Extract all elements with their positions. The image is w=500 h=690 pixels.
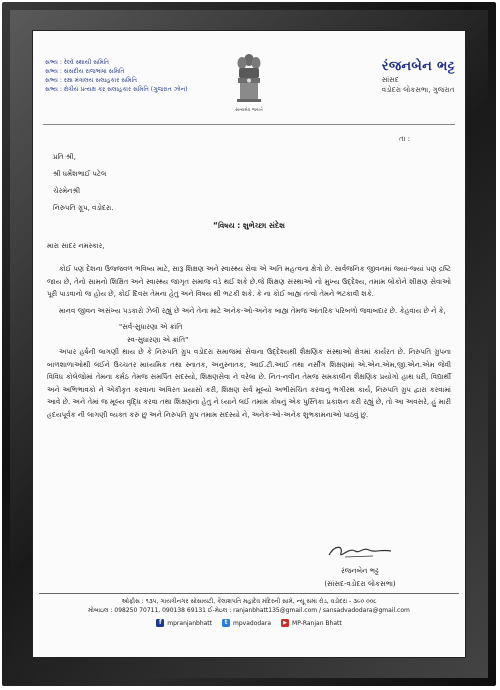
quote-line: સ્વ-સુધારણા એ ક્રાંતિ"	[127, 335, 189, 344]
recipient-address	[53, 149, 113, 217]
social-label: mpvadodara	[233, 619, 272, 627]
signatory-name: રંજનબેન ભટ્ટ	[341, 567, 379, 575]
handwritten-signature	[325, 541, 395, 563]
twitter-icon: t	[222, 619, 230, 627]
paragraph: માનવ જીવન અસંખ્ય પડકારો ઝેલી રહ્યું છે અને તેના માટે અનેક-ઓ-અનેક બાહ્ય તેમજ આંતરિક પરિબળો જવાબદાર છે. કેહવાય છે ને કે,	[59, 306, 446, 315]
emblem-caption: સત્યમેવ જયતે	[235, 108, 263, 113]
role-line: સભ્ય : રક્ષા મંત્રાલય સલાહકાર સમિતિ	[45, 77, 138, 84]
date-label: તા :	[399, 135, 410, 143]
office-address: ઓફીસ : ૧૩૫, ગાયત્રીનગર સોસાયટી, કૈલાશપતિ મહાદેવ મંદિરની સામે, ન્યૂ સમા રોડ, વડોદરા - ૩૯૦ ૦૦૮	[121, 598, 377, 605]
recipient-line: પ્રતિ શ્રી,	[53, 153, 76, 161]
quote-line: "સર્વ-સુધારણા એ ક્રાંતિ	[119, 323, 183, 331]
role-line: સભ્ય : સંસદીય રાજભાષા સમિતિ	[45, 68, 125, 75]
recipient-line: ચેરમેનશ્રી	[53, 187, 81, 195]
signature-block	[285, 541, 435, 589]
recipient-line: નિરુપતિ ગ્રૂપ, વડોદરા.	[53, 204, 114, 212]
social-label: MP-Ranjan Bhatt	[292, 619, 342, 627]
paragraph: કોઈ પણ દેશના ઉજ્જવળ ભવિષ્ય માટે, સારૂ શિક્ષણ અને સ્વાસ્થ્ય સેવા એ અતિ મહત્વના ક્ષેત્રો છે. સાર્વજનિક જીવનમાં જ્યાં-જ્યાં પણ દ્રષ્ટિ જાય છે, તેનો સામનો શિક્ષિત અને સ્વાસ્થ્ય જાગૃત સમાજ વડે થઈ શકે છે.જે શિક્ષણ સંસ્થાઓ નો મુખ્ય ઉદ્દેશ્ય, તમામ લોકોને શીક્ષણ સેવાઓ પૂરી પાડવાનો જ હોય છે, કોઈ દિવસ તેમના હેતુ અને વિષય થી ભટકી શકે. કે ના કોઈ બાહ્ય તત્વો તેમને ભટકાવી શકે.	[47, 265, 451, 298]
facebook-icon: f	[156, 619, 164, 627]
letterhead	[33, 31, 465, 126]
signatory-title: (સાંસદ-વડોદરા લોકસભા)	[324, 580, 396, 588]
social-twitter[interactable]	[222, 619, 271, 627]
mp-constituency: વડોદરા લોકસભા, ગુજરાત	[381, 86, 455, 94]
social-facebook[interactable]	[156, 619, 212, 627]
greeting: મારા સાદર નમસ્કાર,	[47, 242, 105, 250]
mp-name-block	[382, 59, 455, 95]
header-divider	[43, 124, 455, 125]
committee-roles	[45, 58, 188, 94]
footer	[33, 597, 465, 627]
national-emblem-icon	[233, 51, 265, 105]
social-links	[33, 619, 465, 627]
mp-name: રંજનબેન ભટ્ટ	[381, 59, 455, 74]
letter-page	[33, 31, 465, 657]
mp-designation: સાંસદ	[381, 76, 399, 84]
youtube-icon: ▶	[281, 619, 289, 627]
paragraph: અપાર હર્ષની લાગણી થાય છે કે નિરુપતિ ગ્રુપ વડોદરા સમાજમાં સેવાના ઉદ્દેશ્યથી શૈક્ષણિક સંસ્થાઓ ક્ષેત્રમાં કાર્યરત છે. નિરુપતિ ગ્રુપના બાળશાળાઓથી લઈને ઉચ્ચતર માધ્યમિક તથા સ્નાતક, અનુસ્નાતક, આઈ.ટી.આઈ તથા નર્સીંગ શિક્ષણમાં એ.એન.એમ,જી.એન.એમ જેવી વિવિધ કોલેજોમાં તેમના કર્મઠ તેમજ સમર્પિત સદસ્યો, શિક્ષણસેવા ને વરેલા છે. નિત-નવીન તેમજ સમકાલીન શૈક્ષણિક પ્રયોગો હાથ ધરી, વિદ્યાર્થી અને અભિભાવકો ને એકીકૃત કરવાના અવિરત પ્રયાસો કરી, શિક્ષણ સર્વ મૂલ્યો અભીસંચિત કરવાનું ભગીરથ કાર્ય, નિરુપતિ ગ્રુપ દ્વારા કરવામાં આવે છે. અને તેમાં જ મૂલ્ય વૃદ્ધિ કરવા તથા શિક્ષણના હેતુ ને ધ્યાને લઈ તમામ કોષનું એક પુસ્તિકા પ્રકાશન કરી રહ્યું છે, તો આ અવસરે, હું મારી હ્રદયપૂર્વક ની લાગણી વ્યક્ત કરું છુ અને નિરુપતિ ગ્રુપ તમામ સદસ્યો ને, અનેક-ઓ-અનેક શુભકામનાઓ પાઠવું છુ.	[47, 348, 451, 419]
footer-divider	[39, 593, 459, 594]
role-line: સભ્ય : ક્ષેત્રીય પ્રત્યક્ષ કર સલાહકાર સમિતિ (ગુજરાત ઝોન)	[45, 86, 188, 93]
recipient-line: શ્રી ધર્મેશભાઈ પટેલ	[53, 170, 107, 178]
social-youtube[interactable]	[281, 619, 342, 627]
role-line: સભ્ય : રેલ્વે સ્થાયી સમિતિ	[45, 59, 110, 66]
contact-info: મોબાઇલ : 098250 70711, 090138 69131 ઈ-મેઇલ : ranjanbhatt135@gmail.com / sansadvadodara@gmail.com	[88, 607, 410, 614]
subject-line: “વિષય : શુભેચ્છા સંદેશ	[213, 221, 285, 230]
social-label: mpranjanbhatt	[167, 619, 213, 627]
letter-body	[47, 263, 451, 425]
